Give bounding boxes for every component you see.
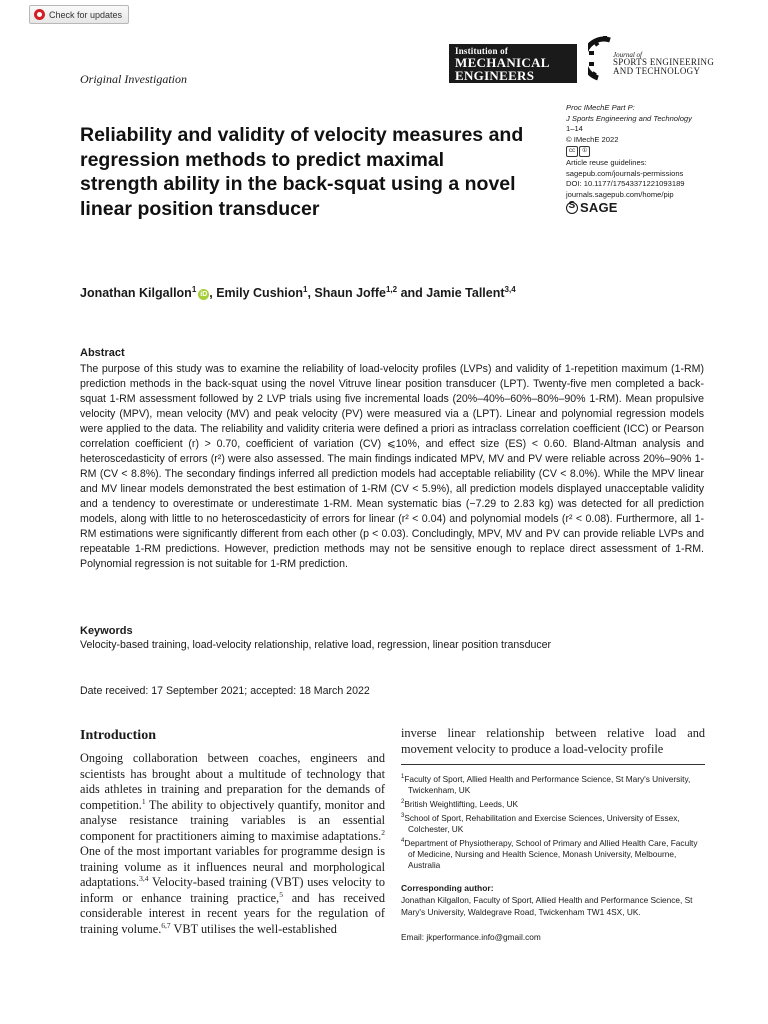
affiliation-text: British Weightlifting, Leeds, UK [404, 798, 519, 809]
affiliation-text: Faculty of Sport, Allied Health and Performance Science, St Mary's University, Twickenham, UK [404, 773, 691, 795]
affiliation-number: 3 [401, 813, 405, 820]
keywords-list: Velocity-based training, load-velocity relationship, relative load, regression, linear position transducer [80, 639, 552, 651]
journal-part: Proc IMechE Part P: [566, 103, 635, 112]
affiliation-number: 2 [401, 799, 405, 806]
imeche-logo-line1: Institution of [455, 46, 509, 56]
intro-text: One of the most important variables for programme design is training volume as it influences neural and morphological adaptations. [80, 844, 385, 889]
copyright: © IMechE 2022 [566, 134, 619, 144]
orcid-icon[interactable]: iD [200, 291, 208, 299]
doi-link[interactable]: DOI: 10.1177/17543371221093189 [566, 179, 685, 188]
journal-home-link[interactable]: journals.sagepub.com/home/pip [566, 189, 674, 199]
journal-logo-line2: AND TECHNOLOGY [613, 66, 701, 76]
affiliation-text: School of Sport, Rehabilitation and Exercise Sciences, University of Essex, Colchester, UK [404, 812, 680, 835]
affiliation-item [401, 772, 701, 796]
article-meta [566, 103, 741, 214]
keywords-heading: Keywords [80, 625, 133, 637]
intro-text: and has received considerable interest in recent years for the regulation of training volume. [80, 890, 386, 936]
imeche-logo-line3: ENGINEERS [455, 68, 535, 83]
reuse-guidelines-label: Article reuse guidelines: [566, 158, 647, 167]
author-4-affil: 3,4 [504, 285, 516, 294]
article-title: Reliability and validity of velocity measures and regression methods to predict maximal strength ability in the back-squat using a novel linear position transducer [80, 124, 524, 220]
journal-logo [588, 34, 738, 84]
article-type: Original Investigation [80, 72, 187, 86]
intro-text: Ongoing collaboration between coaches, engineers and scientists has brought about a multitude of technology that aids athletes in training and preparation for the demands of competition. [80, 751, 385, 812]
date-received: Date received: 17 September 2021; accepted: 18 March 2022 [80, 685, 370, 697]
affiliation-number: 4 [401, 838, 405, 845]
gear-icon [588, 34, 612, 84]
author-1-affil: 1 [191, 285, 197, 294]
cc-by-icon: ① [579, 146, 590, 157]
journal-logo-line1: SPORTS ENGINEERING [613, 57, 715, 67]
intro-text: Velocity-based training (VBT) uses velocity to inform or enhance training practice, [80, 875, 385, 905]
author-1[interactable]: Jonathan Kilgallon [80, 286, 192, 301]
author-3[interactable]: , Shaun Joffe [307, 286, 386, 301]
introduction-heading: Introduction [80, 728, 156, 743]
journal-logo-small: Journal of [613, 51, 642, 59]
imeche-logo-line2: MECHANICAL [455, 55, 550, 70]
check-for-updates-label: Check for updates [49, 9, 123, 20]
affiliation-number: 1 [401, 774, 405, 780]
sage-logo [566, 199, 741, 215]
intro-text: VBT utilises the well-established [170, 921, 337, 936]
abstract-body: The purpose of this study was to examine the reliability of load-velocity profiles (LVPs) and validity of 1-repetition maximum (1-RM) prediction methods in the back-squat using the novel Vitruve linear position transducer (LPT). Twenty-five men completed a back-squat 1-RM assessment followed by 2 LVP trials using five incremental loads (20%–40%–60%–80%–90% 1-RM). Mean propulsive velocity (MPV), mean velocity (MV) and peak velocity (PV) were measured via a (LPT). Linear and polynomial regression models were applied to the data. The reliability and validity criteria were defined a priori as intraclass correlation coefficient (ICC) or Pearson correlation coefficient (r) > 0.70, coefficient of variation (CV) ⩽10%, and effect size (ES) < 0.60. Bland-Altman analysis and heteroscedasticity of errors (r²) were also assessed. The main findings indicated MPV, MV and PV were reliable across 20%–90% 1-RM (CV < 8.8%). The secondary findings inferred all prediction models had acceptable reliability (CV < 8.0%). While the MPV linear and MV linear models demonstrated the best estimation of 1-RM (CV < 5.9%), all prediction models displayed unacceptable validity and a tendency to overestimate or underestimate 1-RM. Mean systematic bias (−7.29 to 2.83 kg) was detected for all prediction models, along with little to no heteroscedasticity of errors for linear (r² < 0.04) and polynomial models (r² < 0.08). Furthermore, all 1-RM estimations were significantly different from each other (p < 0.03). Concludingly, MPV, MV and PV can provide reliable LVPs and repeatable 1-RM predictions. However, prediction methods may not be sensitive enough to replace direct assessment of 1-RM. Polynomial regression is not suitable for 1-RM prediction. [80, 363, 704, 570]
author-4[interactable]: and Jamie Tallent [397, 286, 505, 301]
citation[interactable]: 6,7 [161, 920, 171, 930]
abstract-heading: Abstract [80, 347, 125, 359]
corresponding-author-heading: Corresponding author: [401, 883, 494, 893]
author-list [80, 285, 516, 300]
sage-icon [566, 202, 578, 214]
cc-license-badge[interactable] [566, 146, 741, 157]
corresponding-author-address: Jonathan Kilgallon, Faculty of Sport, Allied Health and Performance Science, St Mary's University, Waldegrave Road, Twickenham TW1 4SX, UK. [401, 895, 693, 917]
cc-icon: cc [566, 146, 578, 157]
author-3-affil: 1,2 [385, 285, 398, 294]
check-for-updates-button[interactable] [29, 5, 129, 24]
permissions-link[interactable]: sagepub.com/journals-permissions [566, 168, 684, 178]
citation[interactable]: 1 [141, 796, 146, 806]
affiliation-item [401, 811, 701, 835]
imeche-logo [449, 44, 577, 83]
footnote-divider [401, 764, 705, 765]
sage-wordmark: SAGE [580, 199, 618, 215]
intro-text: The ability to objectively quantify, monitor and analyse resistance training variables is an essential component for practitioners aiming to maximise adaptations. [80, 797, 385, 843]
citation[interactable]: 5 [279, 889, 283, 899]
author-2[interactable]: , Emily Cushion [209, 286, 304, 301]
citation[interactable]: 2 [381, 827, 385, 837]
introduction-column-1 [80, 751, 385, 937]
citation[interactable]: 3,4 [139, 873, 149, 883]
corresponding-author-email[interactable]: Email: jkperformance.info@gmail.com [401, 932, 541, 942]
affiliation-item [401, 797, 701, 810]
introduction-column-2: inverse linear relationship between relative load and movement velocity to produce a load-velocity profile [401, 726, 705, 756]
crossmark-icon [34, 9, 45, 20]
affiliations [401, 772, 701, 873]
affiliation-text: Department of Physiotherapy, School of Primary and Allied Health Care, Faculty of Medicine, Nursing and Health Science, Monash University, Melbourne, Australia [404, 838, 698, 871]
affiliation-item [401, 836, 701, 871]
author-2-affil: 1 [303, 285, 308, 294]
page-range: 1–14 [566, 124, 583, 133]
journal-name: J Sports Engineering and Technology [566, 113, 692, 123]
